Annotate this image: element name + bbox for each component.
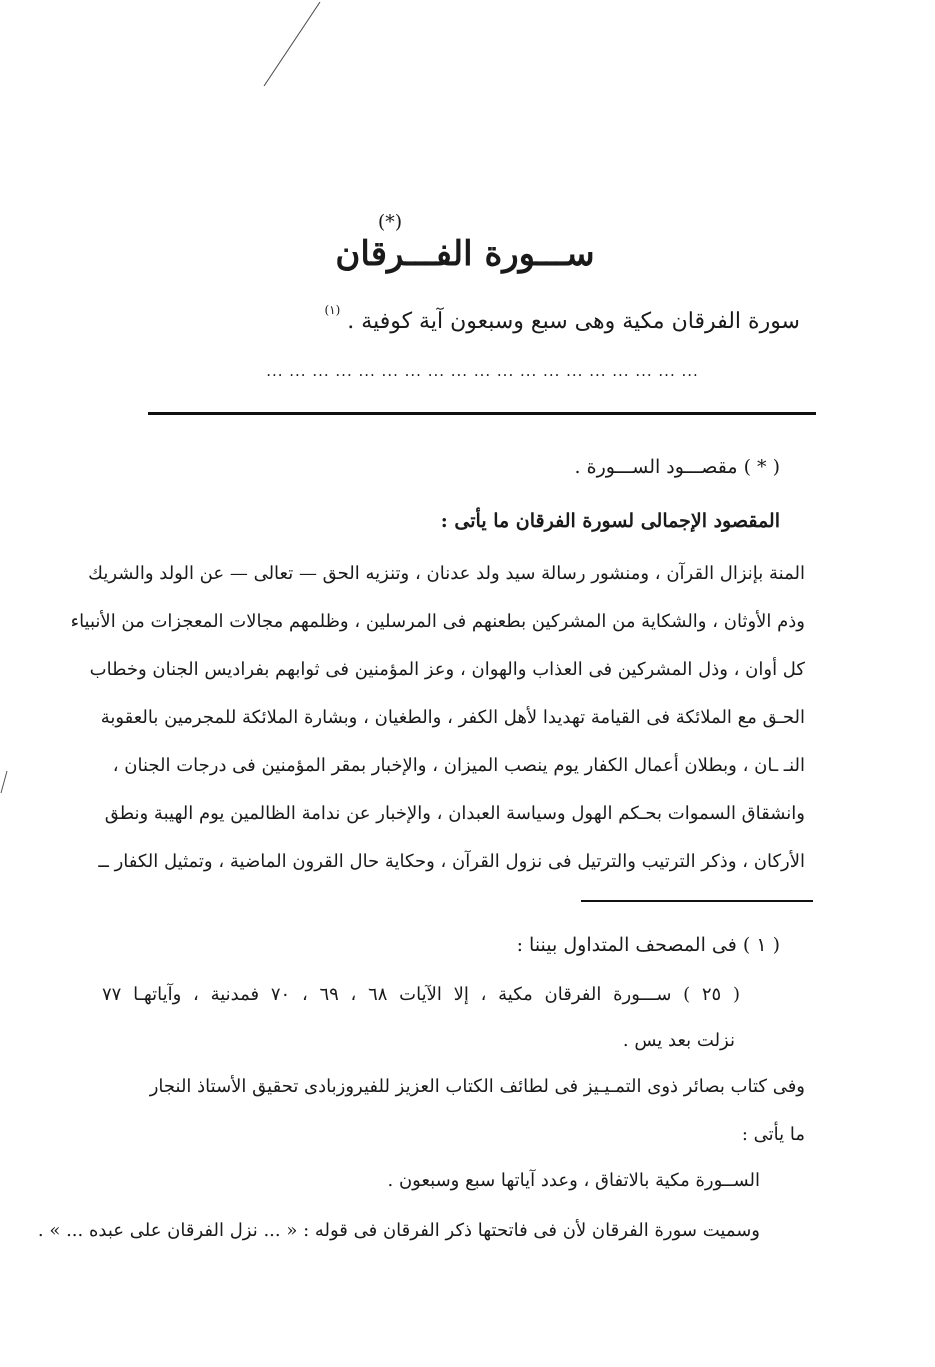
footnote-divider	[581, 900, 813, 902]
surah-subtitle	[280, 290, 800, 342]
footnote-line: ( ٢٥ ) ســـورة الفرقان مكية ، إلا الآيات ٦٨ ، ٦٩ ، ٧٠ فمدنية ، وآياتهـا ٧٧	[102, 984, 740, 1005]
dotted-separator: ... ... ... ... ... ... ... ... ... ... ... ... ... ... ... ... ... ... ...	[266, 362, 699, 380]
purpose-body	[70, 560, 805, 896]
purpose-heading: ( * ) مقصـــود الســـورة .	[574, 456, 780, 478]
surah-title-block	[300, 212, 630, 276]
footnote-line: نزلت بعد يس .	[622, 1030, 735, 1051]
subtitle-footnote-ref: (١)	[324, 303, 341, 317]
body-line: المنة بإنزال القرآن ، ومنشور رسالة سيد ولد عدنان ، وتنزيه الحق — تعالى — عن الولد والشريك	[88, 563, 805, 584]
body-line: وذم الأوثان ، والشكاية من المشركين بطعنهم فى المرسلين ، وظلمهم مجالات المعجزات من الأنبياء	[70, 611, 805, 632]
surah-title: ســـورة الفـــرقان	[335, 234, 595, 274]
footnote-line: وفى كتاب بصائر ذوى التمـيـيز فى لطائف الكتاب العزيز للفيروزبادى تحقيق الأستاذ النجار	[149, 1076, 805, 1097]
footnote-heading: ( ١ ) فى المصحف المتداول بيننا :	[516, 934, 780, 956]
footnote-line: ما يأتى :	[741, 1124, 805, 1145]
body-line: كل أوان ، وذل المشركين فى العذاب والهوان ، وعز المؤمنين فى ثوابهم بفراديس الجنان وخطاب	[89, 659, 805, 680]
scan-stroke-mark	[262, 0, 322, 88]
body-line: النـ ـان ، وبطلان أعمال الكفار يوم ينصب الميزان ، والإخبار بمقر المؤمنين فى درجات الجنان ،	[112, 755, 805, 776]
footnote-line: الســورة مكية بالاتفاق ، وعدد آياتها سبع وسبعون .	[387, 1170, 760, 1191]
purpose-intro: المقصود الإجمالى لسورة الفرقان ما يأتى :	[440, 510, 780, 532]
subtitle-text: سورة الفرقان مكية وهى سبع وسبعون آية كوفية .	[347, 309, 800, 334]
body-line: وانشقاق السموات بحـكم الهول وسياسة العبدان ، والإخبار عن ندامة الظالمين يوم الهيبة ونطق	[104, 803, 805, 824]
body-line: الحـق مع الملائكة فى القيامة تهديدا لأهل الكفر ، والطغيان ، وبشارة الملائكة للمجرمين بالعقوبة	[100, 707, 805, 728]
scan-edge-mark	[0, 770, 8, 794]
body-line: الأركان ، وذكر الترتيب والترتيل فى نزول القرآن ، وحكاية حال القرون الماضية ، وتمثيل الكفار ــ	[98, 851, 805, 872]
footnote-line: وسميت سورة الفرقان لأن فى فاتحتها ذكر الفرقان فى قوله : « ... نزل الفرقان على عبده ... » .	[37, 1220, 760, 1241]
title-asterisk-ref: (*)	[377, 211, 403, 233]
main-divider	[148, 412, 816, 415]
